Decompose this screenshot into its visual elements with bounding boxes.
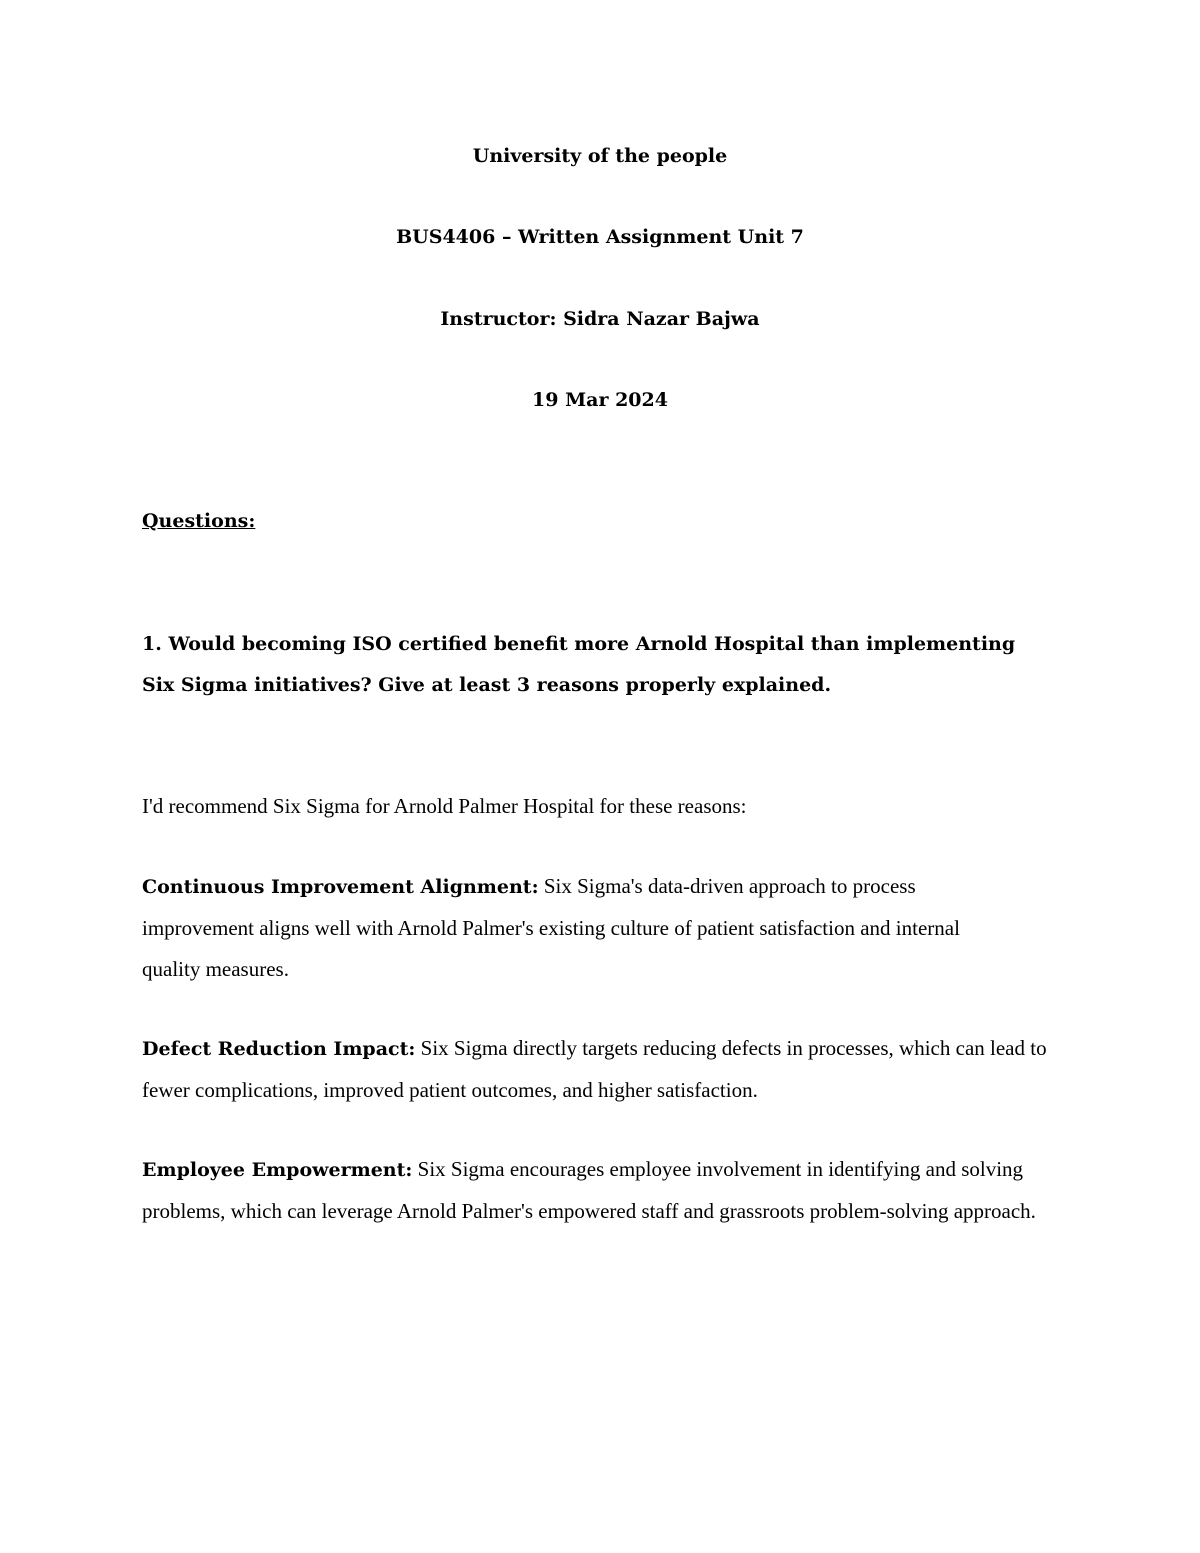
- date-line: 19 Mar 2024: [532, 389, 668, 411]
- institution-title: University of the people: [472, 145, 728, 167]
- question-1: 1. Would becoming ISO certified benefit more Arnold Hospital than implementing Six Sigma initiatives? Give at least 3 reasons properly explained.: [142, 633, 1016, 696]
- reason-label: Continuous Improvement Alignment:: [142, 876, 539, 898]
- reason-text: Six Sigma's data-driven approach to process improvement aligns well with Arnold Palmer's existing culture of patient satisfaction and internal quality measures.: [142, 874, 960, 981]
- course-title: BUS4406 – Written Assignment Unit 7: [396, 226, 804, 248]
- reason-text: Six Sigma directly targets reducing defects in processes, which can lead to fewer complications, improved patient outcomes, and higher satisfaction.: [142, 1036, 1047, 1102]
- reason-text: Six Sigma encourages employee involvement in identifying and solving problems, which can leverage Arnold Palmer's empowered staff and grassroots problem-solving approach.: [142, 1157, 1036, 1223]
- questions-heading: Questions:: [142, 510, 256, 532]
- instructor-line: Instructor: Sidra Nazar Bajwa: [440, 308, 760, 330]
- reason-continuous-improvement: [142, 866, 1022, 990]
- reason-employee-empowerment: [142, 1149, 1057, 1232]
- reason-defect-reduction: [142, 1028, 1047, 1111]
- reason-label: Employee Empowerment:: [142, 1159, 413, 1181]
- intro-paragraph: I'd recommend Six Sigma for Arnold Palmer Hospital for these reasons:: [142, 794, 747, 818]
- reason-label: Defect Reduction Impact:: [142, 1038, 416, 1060]
